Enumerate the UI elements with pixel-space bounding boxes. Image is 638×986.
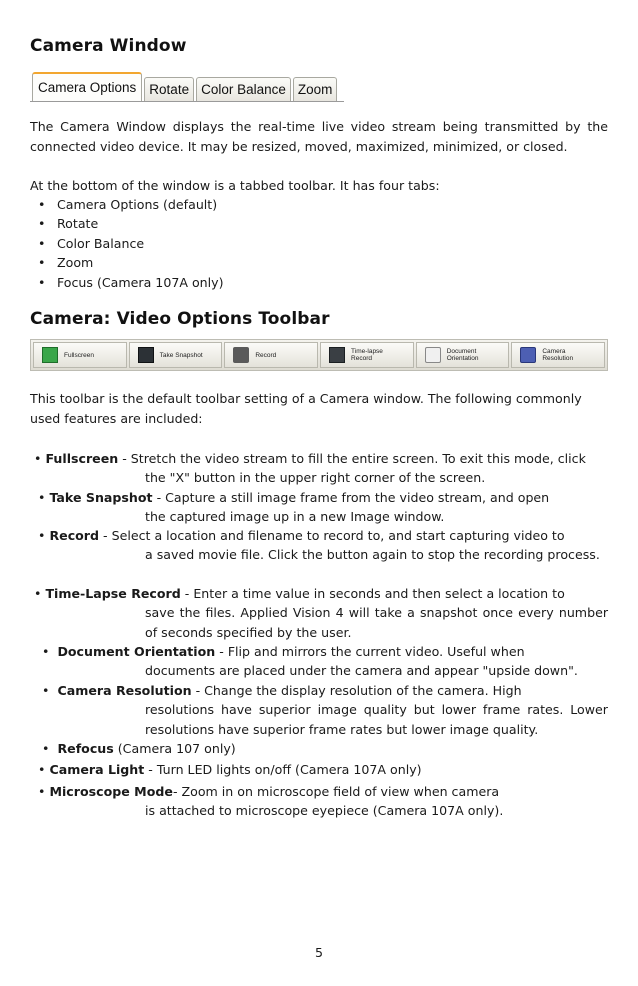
section-title-camera-window: Camera Window xyxy=(30,36,187,56)
time-lapse-record-button[interactable] xyxy=(320,342,414,368)
feature-name: Record xyxy=(49,528,100,543)
tab-color-balance[interactable]: Color Balance xyxy=(196,77,291,101)
feature-camera-light: • Camera Light - Turn LED lights on/off (Camera 107A only) xyxy=(30,762,422,777)
feature-description-cont: documents are placed under the camera and appear "upside down". xyxy=(145,663,578,679)
camera-tab-strip xyxy=(30,71,344,102)
document-icon xyxy=(425,347,441,363)
tab-rotate[interactable]: Rotate xyxy=(144,77,194,101)
feature-microscope-mode: • Microscope Mode- Zoom in on microscope field of view when camera is attached to microscope eyepiece (Camera 107A only). xyxy=(30,782,608,821)
feature-name: Refocus xyxy=(57,741,114,756)
feature-description: (Camera 107 only) xyxy=(117,741,236,756)
video-options-toolbar xyxy=(30,339,608,371)
feature-description: Flip and mirrors the current video. Useful when xyxy=(227,644,525,659)
fullscreen-icon xyxy=(42,347,58,363)
button-label: Fullscreen xyxy=(64,351,94,359)
separator: - xyxy=(191,683,205,698)
separator: - xyxy=(152,490,166,505)
list-item: • Camera Options (default) xyxy=(38,195,224,214)
separator: - xyxy=(118,451,131,466)
feature-name: Document Orientation xyxy=(57,644,216,659)
feature-name: Camera Light xyxy=(49,762,145,777)
feature-name: Camera Resolution xyxy=(57,683,192,698)
button-label: Time-lapse Record xyxy=(351,348,383,362)
feature-name: Microscope Mode xyxy=(49,784,173,799)
separator: - xyxy=(180,586,194,601)
separator: - xyxy=(215,644,228,659)
separator: - xyxy=(99,528,112,543)
take-snapshot-button[interactable] xyxy=(129,342,223,368)
feature-description: Zoom in on microscope field of view when camera xyxy=(181,784,500,799)
feature-description: Stretch the video stream to fill the entire screen. To exit this mode, click xyxy=(130,451,586,466)
feature-name: Fullscreen xyxy=(45,451,119,466)
button-label: Camera Resolution xyxy=(542,348,574,362)
section-title-video-options-toolbar: Camera: Video Options Toolbar xyxy=(30,309,330,329)
feature-description: Turn LED lights on/off (Camera 107A only) xyxy=(156,762,422,777)
camera-window-description: The Camera Window displays the real-time live video stream being transmitted by the connected video device. It may be resized, moved, maximized, minimized, or closed. xyxy=(30,119,608,154)
toolbar-description: This toolbar is the default toolbar setting of a Camera window. The following commonly used features are included: xyxy=(30,391,582,426)
separator: - xyxy=(144,762,157,777)
document-orientation-button[interactable] xyxy=(416,342,510,368)
tab-zoom[interactable]: Zoom xyxy=(293,77,338,101)
feature-document-orientation: • Document Orientation - Flip and mirrors the current video. Useful when documents are placed under the camera and appear "upside down". xyxy=(30,642,608,681)
feature-description: Select a location and filename to record to, and start capturing video to xyxy=(111,528,565,543)
button-label: Document Orientation xyxy=(446,348,479,362)
feature-description-cont: the captured image up in a new Image window. xyxy=(145,509,445,525)
record-button[interactable] xyxy=(224,342,318,368)
feature-name: Take Snapshot xyxy=(49,490,153,505)
tab-list xyxy=(38,195,224,292)
button-label: Record xyxy=(255,351,277,359)
button-label: Take Snapshot xyxy=(159,351,203,359)
list-item: • Zoom xyxy=(38,253,224,272)
feature-description-cont: is attached to microscope eyepiece (Camera 107A only). xyxy=(145,803,504,819)
feature-record: • Record - Select a location and filename to record to, and start capturing video to a saved movie file. Click the button again to stop the recording process. xyxy=(30,526,608,565)
list-item: • Focus (Camera 107A only) xyxy=(38,273,224,292)
feature-description-cont: resolutions have superior image quality but lower frame rates. Lower resolutions have superior frame rates but lower image quality. xyxy=(145,702,608,737)
camera-icon xyxy=(138,347,154,363)
tab-camera-options[interactable]: Camera Options xyxy=(32,72,142,101)
feature-description-cont: a saved movie file. Click the button again to stop the recording process. xyxy=(145,547,600,563)
feature-description: Change the display resolution of the camera. High xyxy=(204,683,522,698)
camera-resolution-button[interactable] xyxy=(511,342,605,368)
list-item: • Rotate xyxy=(38,214,224,233)
feature-refocus: • Refocus (Camera 107 only) xyxy=(30,741,236,756)
feature-description: Enter a time value in seconds and then select a location to xyxy=(193,586,565,601)
fullscreen-button[interactable] xyxy=(33,342,127,368)
feature-time-lapse-record: • Time-Lapse Record - Enter a time value in seconds and then select a location to save the files. Applied Vision 4 will take a snapshot once every number of seconds specified by the user. xyxy=(30,584,608,642)
resolution-icon xyxy=(520,347,536,363)
feature-description-cont: the "X" button in the upper right corner of the screen. xyxy=(145,470,486,486)
feature-description-cont: save the files. Applied Vision 4 will take a snapshot once every number of seconds specified by the user. xyxy=(145,605,608,640)
list-item: • Color Balance xyxy=(38,234,224,253)
feature-name: Time-Lapse Record xyxy=(45,586,181,601)
record-icon xyxy=(233,347,249,363)
page-number: 5 xyxy=(314,945,323,960)
separator: - xyxy=(172,784,182,799)
feature-camera-resolution: • Camera Resolution - Change the display resolution of the camera. High resolutions have superior image quality but lower frame rates. Lower resolutions have superior frame rates but lower image quality. xyxy=(30,681,608,739)
feature-fullscreen: • Fullscreen - Stretch the video stream to fill the entire screen. To exit this mode, click the "X" button in the upper right corner of the screen. xyxy=(30,449,608,488)
time-lapse-icon xyxy=(329,347,345,363)
tabs-intro-text: At the bottom of the window is a tabbed toolbar. It has four tabs: xyxy=(30,178,440,193)
feature-take-snapshot: • Take Snapshot - Capture a still image frame from the video stream, and open the captured image up in a new Image window. xyxy=(30,488,608,527)
feature-description: Capture a still image frame from the video stream, and open xyxy=(165,490,550,505)
